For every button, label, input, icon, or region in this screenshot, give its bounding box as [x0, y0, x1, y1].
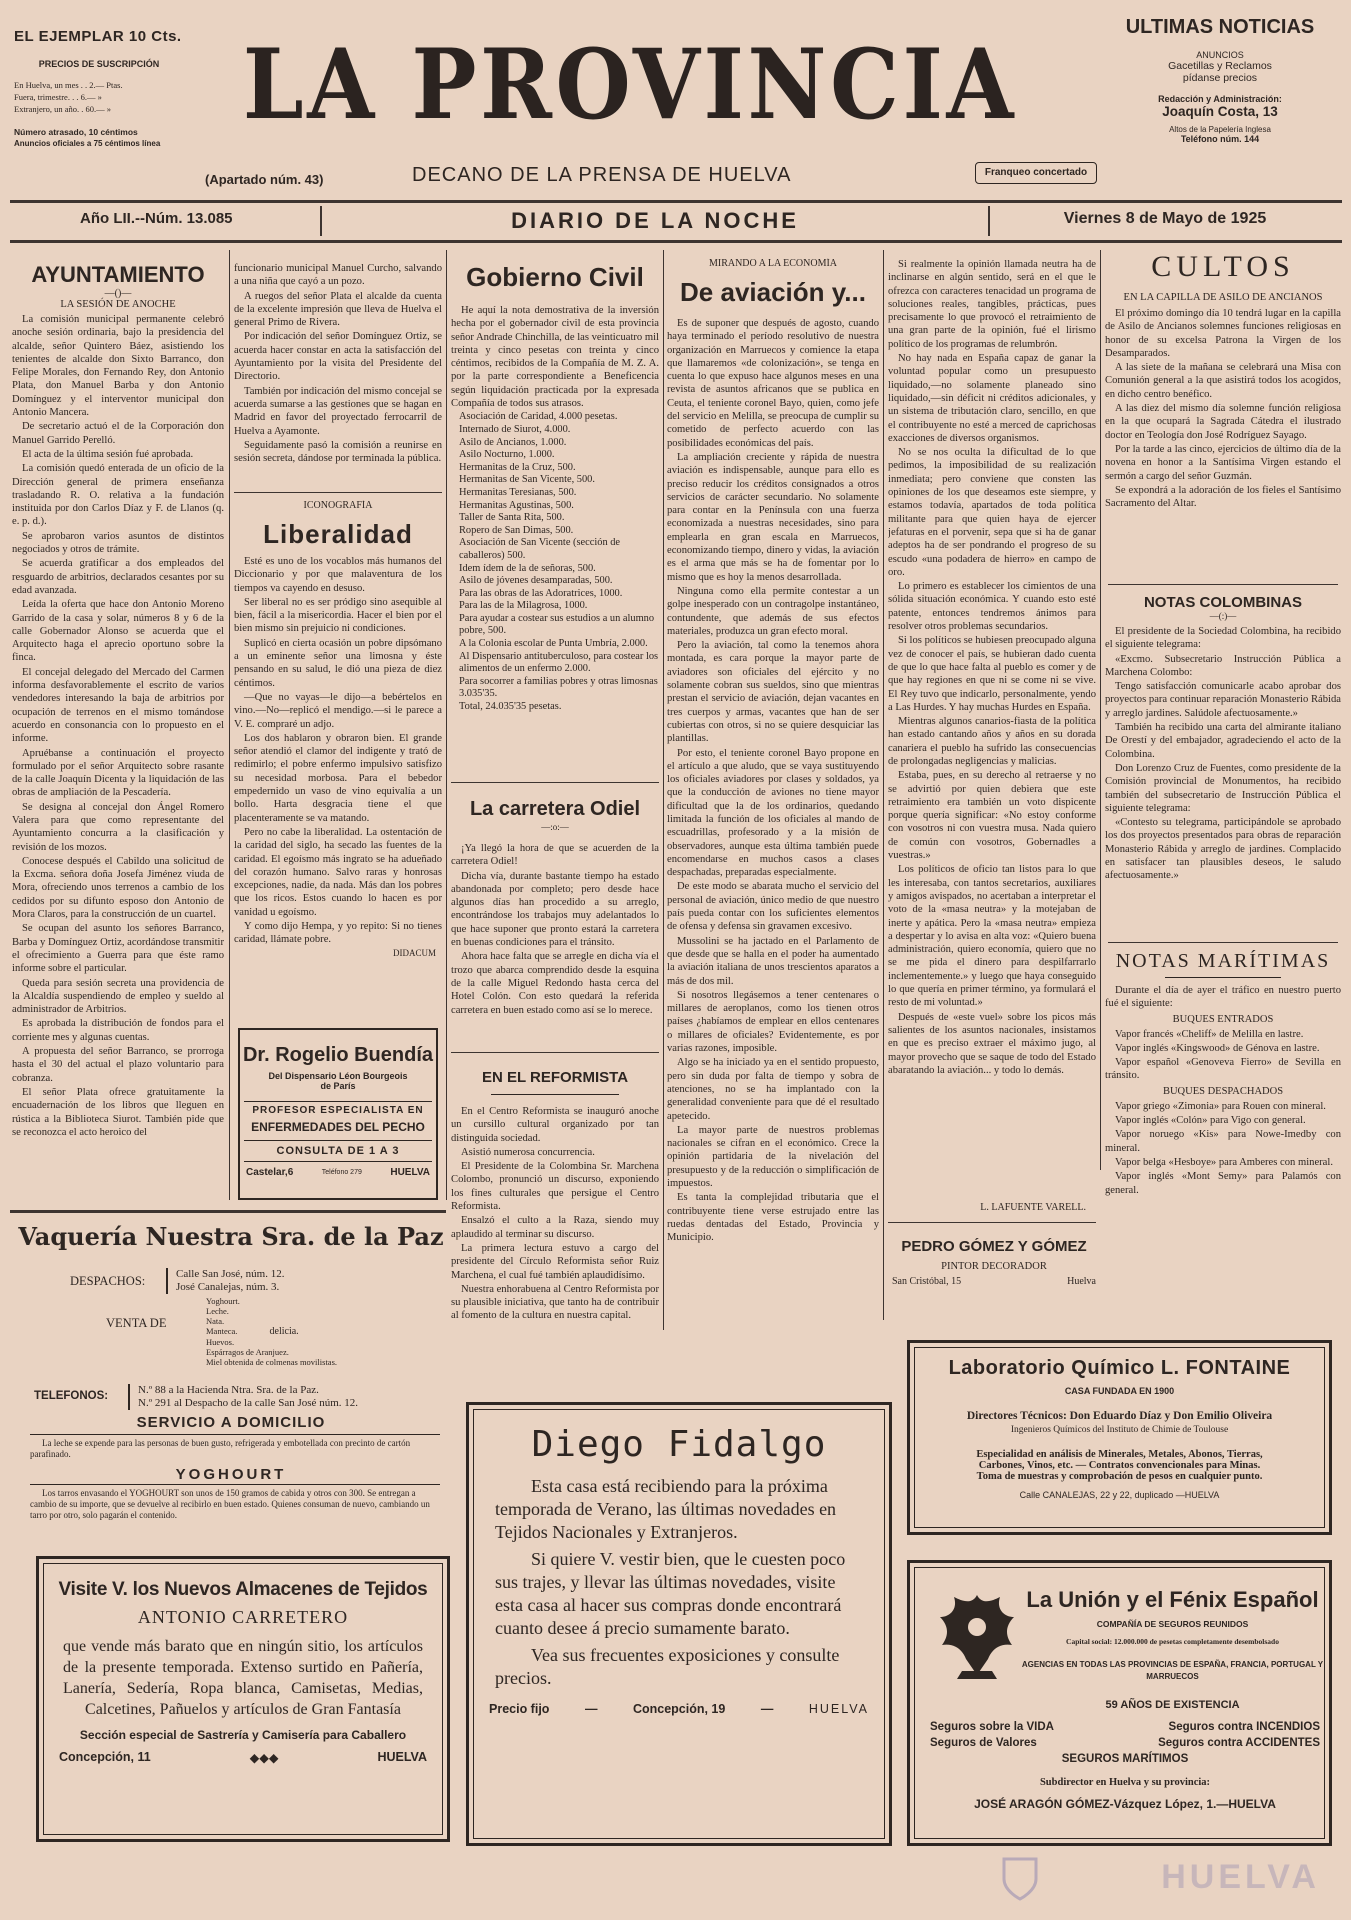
diario-label: DIARIO DE LA NOCHE: [511, 208, 799, 233]
masthead-left-info: [14, 28, 184, 198]
aviacion-title: De aviación y...: [680, 277, 866, 307]
servicio-domicilio: SERVICIO A DOMICILIO: [136, 1414, 326, 1431]
yoghourt-heading: YOGHOURT: [175, 1466, 287, 1483]
reformista-article: EN EL REFORMISTA En el Centro Reformista se inauguró anoche un cursillo cultural organizado por tan distinguida sociedad. Asistió numerosa concurrencia. El Presidente de la Colombina Sr. Marchena Colombo, pronunció un discurso, exponiendo los fines culturales que persigue el Centro Reformista. Ensalzó el culto a la Raza, siendo muy aplaudido al terminar su discurso. La primera lectura estuvo a cargo del presidente del Círculo Reformista señor Ruiz Marchena, el cual fué también aplaudidísimo. Nuestra enhorabuena al Centro Reformista por su plausible iniciativa, que tanto ha de contribuir al fomento de la cultura en nuestra capital.: [451, 1069, 659, 1322]
subscription-prices: En Huelva, un mes . . 2.— Ptas. Fuera, trimestre. . . 6.— » Extranjero, un año. . 60.— »: [14, 80, 123, 114]
union-title: La Unión y el Fénix Español: [1026, 1587, 1319, 1612]
liberalidad-kicker: ICONOGRAFÍA: [303, 500, 373, 511]
issue-date: Viernes 8 de Mayo de 1925: [1063, 210, 1267, 227]
franqueo-stamp: Franqueo concertado: [975, 162, 1097, 184]
office-address: Joaquín Costa, 13: [1162, 104, 1278, 119]
almacenes-ad: Visite V. los Nuevos Almacenes de Tejidos ANTONIO CARRETERO que vende más barato que en ningún sitio, los artículos de la presente temporada. Extenso surtido en Pañería, Lanería, Sedería, Ropa blanca, Camisetas, Medias, Calcetines, Pañuelos y artículos de Gran Fantasía Sección especial de Sastrería y Camisería para Caballero Concepción, 11 ◆◆◆ HUELVA: [36, 1556, 450, 1842]
ayuntamiento-continued: funcionario municipal Manuel Curcho, salvando a una niña que cayó a un pozo. A ruegos del señor Plata el alcalde da cuenta de la excelente impresión que lleva de Huelva el general Primo de Rivera. Por indicación del señor Domínguez Ortiz, se acuerda hacer constar en acta la satisfacción del Ayuntamiento por la visita del Presidente del Directorio. También por indicación del mismo concejal se acuerda sumarse a las gestiones que se hagan en Madrid en favor del proyectado ferrocarril de Huelva a Ayamonte. Seguidamente pasó la comisión a reunirse en sesión secreta, dándose por terminada la pública.: [234, 263, 442, 465]
masthead-rule-top: [10, 200, 1342, 203]
ayuntamiento-title: AYUNTAMIENTO: [31, 262, 205, 287]
fidalgo-title: Diego Fidalgo: [531, 1424, 827, 1465]
union-fenix-ad: La Unión y el Fénix Español COMPAÑÍA DE SEGUROS REUNIDOS Capital social: 12.000.000 de pesetas completamente desembolsado AGENCIAS EN TODAS LAS PROVINCIAS DE ESPAÑA, FRANCIA, PORTUGAL Y MARRUECOS 59 AÑOS DE EXISTENCIA Seguros sobre la VIDA Seguros contra INCENDIOS Seguros de Valores Seguros contra ACCIDENTES SEGUROS MARÍTIMOS Subdirector en Huelva y su provincia: JOSÉ ARAGÓN GÓMEZ-Vázquez López, 1.—HUELVA: [907, 1560, 1332, 1846]
library-watermark: HUELVA: [1161, 1858, 1320, 1896]
maritimas-title: NOTAS MARÍTIMAS: [1115, 950, 1331, 972]
fidalgo-ad: Diego Fidalgo Esta casa está recibiendo para la próxima temporada de Verano, las últimas novedades en Tejidos Nacionales y Extranjeros. Si quiere V. vestir bien, que le cuesten poco sus trajes, y llevar las últimas novedades, visite esta casa al hacer sus compras donde encontrará cuanto desee á precio sumamente barato. Vea sus frecuentes exposiciones y consulte precios. Precio fijo — Concepción, 19 — HUELVA: [466, 1402, 892, 1846]
issue-price: EL EJEMPLAR 10 Cts.: [14, 28, 182, 45]
carretera-title: La carretera Odiel: [469, 798, 641, 820]
masthead-right-info: ULTIMAS NOTICIAS ANUNCIOS Gacetillas y Reclamos pídanse precios Redacción y Administración: Joaquín Costa, 13 Altos de la Papelería Inglesa Teléfono núm. 144: [1100, 14, 1340, 194]
aviacion-kicker: MIRANDO A LA ECONOMÍA: [708, 258, 838, 269]
shield-watermark-icon: [1000, 1855, 1040, 1901]
liberalidad-article: ICONOGRAFÍA Liberalidad Esté es uno de los vocablos más humanos del Diccionario y por que malaventura de los tiempos va cayendo en desuso. Ser liberal no es ser pródigo sino asequible al bien, fácil a la misericordia. Hacer el bien por el bien mismo sin prejuicio ni condiciones. Suplicó en cierta ocasión un pobre dipsómano a un eminente señor una limosna y éste pensando en su salud, le dió una pieza de diez céntimos. —Que no vayas—le dijo—a bebértelos en vino.—No—replicó el mendigo.—si le parece a V. E. compraré un adjo. Los dos hablaron y obraron bien. El grande señor atendió el clamor del indigente y trató de redimirlo; el pobre enfermo impulsivo satisfizo su necesidad morbosa. Para el bebedor empedernido un vaso de vino equivalía a un bollo. Harta desgracia tiene el que placenteramente se va matando. Pero no cabe la liberalidad. La ostentación de la caridad del siglo, ha secado las fuentes de la caridad. El egoísmo más ingrato se ha adueñado del corazón humano. Salvo raras y honrosas excepciones, nadie, da nada. Más dan los pobres que los ricos. Estos cuando lo hacen es por vanidad u egoísmo. Y como dijo Hempa, y yo repito: Si no tienes caridad, llámate pobre. DIDACUM: [234, 500, 442, 958]
union-agent: JOSÉ ARAGÓN GÓMEZ-Vázquez López, 1.—HUELVA: [974, 1797, 1276, 1811]
gobierno-title: Gobierno Civil: [466, 262, 644, 292]
back-issue-price: Número atrasado, 10 céntimos: [14, 127, 138, 137]
aviacion-article: MIRANDO A LA ECONOMÍA De aviación y... Es de suponer que después de agosto, cuando haya terminado el período resolutivo de nuestra organización en Marruecos y comience la etapa que llamaremos «de colonización», se tenga en cuenta lo que expuso hace algunos meses en una revista de asuntos africanos que se publica en Ceuta, el teniente coronel Bayo, quien, como jefe del servicio en Melilla, se preocupa de cumplir su cometido de perfecto acuerdo con las posibilidades económicas del país. La ampliación creciente y rápida de nuestra aviación es indispensable, aunque para ello es preciso reducir los créditos consignados a otros servicios de carácter secundario. No solamente para contar en la Península con una fuerza economizada a nuestras necesidades, sino para emplearla en gran escala en Marruecos, economizando tiempo, dinero y vidas, la aviación es el arma que más se ha de fomentar por lo mismo que es hoy la menos desarrollada. Ninguna como ella permite contestar a un golpe inesperado con un contragolpe instantáneo, contundente, que además de sus efectos materiales, produzca un gran efecto moral. Pero la aviación, tal como la tenemos ahora montada, es cara porque la mayor parte de aviadores son oficiales del ejército y no solamente cobran sus sueldos, sino que mientras prestan el servicio de aviación, dejan vacantes en tres cuerpos y armas, vacantes que han de ser cubiertas con otros, si no se quiere desquiciar las plantillas. Por esto, el teniente coronel Bayo propone en el artículo a que aludo, que se vaya sustituyendo los oficiales aviadores por clases y soldados, ya que la conducción de aviones no tiene mayor dificultad que la de los ordinarios, quedando limitada la función de los oficiales al mando de escuadrillas, profesorado y a la misión de observadores, aunque esta última también puede encomendarse en muchos casos a clases despachadas, preparadas especialmente. De este modo se abarata mucho el servicio del personal de aviación, único medio de que nuestro país pueda contar con los suficientes elementos de ofensa y defensa sin gravamen excesivo. Mussolini se ha jactado en el Parlamento de que desde que se halla en el poder ha aumentado la aviación italiana de unos trescientos aparatos a más de dos mil. Si nosotros llegásemos a tener centenares o millares de aeroplanos, como los tienen otros países ¿habíamos de emplear en ellos centenares o millares de oficiales? Evidentemente, es por varias razones, imposible. Algo se ha iniciado ya en el sentido propuesto, pero sin duda por falta de tiempo y sobra de atenciones, no se ha implantado con la generalidad conveniente para que dé el resultado apetecido. La mayor parte de nuestros problemas nacionales se cifran en el económico. Crece la opinión partidaria de la nivelación del presupuesto y de la reducción o simplificación de impuestos. Es tanta la complejidad tributaria que el contribuyente tiene verse estrujado entre las ruedas dentadas del Estado, Provincia y Municipio.: [667, 258, 879, 1244]
ayuntamiento-subtitle: LA SESIÓN DE ANOCHE: [60, 299, 176, 310]
reformista-title: EN EL REFORMISTA: [481, 1069, 629, 1086]
issue-number: Año LII.--Núm. 13.085: [80, 210, 233, 227]
colombinas-article: NOTAS COLOMBINAS —(:)— El presidente de la Sociedad Colombina, ha recibido el siguiente telegrama: «Excmo. Subsecretario Instrucción Pública a Marchena Colombo: Tengo satisfacción comunicarle acabo aprobar dos proyectos para continuar reparación Monasterio Rábida y arreglo jardines. Salúdole afectuosamente.» También ha recibido una carta del almirante italiano De Orestí y del embajador, agradeciendo el acto de la Colombina. Don Lorenzo Cruz de Fuentes, como presidente de la Comisión provincial de Monumentos, ha recibido también del subsecretario de Instrucción Pública el siguiente telegrama: «Contesto su telegrama, participándole se aprobado los dos proyectos presentados para obras de reparación Monasterio Rábida y arreglo de jardines. Complacido en satisfacer tan plausibles deseos, le saludo afectuosamente.»: [1105, 594, 1341, 882]
subscription-title: PRECIOS DE SUSCRIPCIÓN: [38, 59, 160, 69]
vaqueria-ad: Vaquería Nuestra Sra. de la Paz DESPACHOS: Calle San José, núm. 12. José Canalejas, núm. 3. VENTA DE Yoghourt. Leche. Nata. Manteca. delicia. Huevos. Espárragos de Aranjuez. Miel obtenida de colmenas movilistas. TELÉFONOS: N.º 88 a la Hacienda Ntra. Sra. de la Paz. N.º 291 al Despacho de la calle San José núm. 12. SERVICIO A DOMICILIO La leche se expende para las personas de buen gusto, refrigerada y embotellada con precinto de cartón parafinado. YOGHOURT Los tarros envasando el YOGHOURT son unos de 150 gramos de cabida y otros con 300. Se entregan a cambio de su importe, que se devuelve al recibirlo en buen estado. Quienes consuman de nuevo, cambiando un tarro por otro, solo pagarán el contenido.: [16, 1222, 446, 1522]
phoenix-emblem-icon: [932, 1587, 1022, 1685]
masthead-title-area: [180, 30, 1080, 170]
liberalidad-title: Liberalidad: [263, 519, 413, 549]
maritimas-article: NOTAS MARÍTIMAS Durante el día de ayer el tráfico en nuestro puerto fué el siguiente: BUQUES ENTRADOS Vapor francés «Cheliff» de Melilla en lastre. Vapor inglés «Kingswood» de Génova en lastre. Vapor español «Genoveva Fierro» de Sevilla en tránsito. BUQUES DESPACHADOS Vapor griego «Zimonia» para Rouen con mineral. Vapor inglés «Colón» para Vigo con general. Vapor noruego «Kis» para Nowe-Imedby con mineral. Vapor belga «Hesboye» para Amberes con mineral. Vapor inglés «Mont Semy» para Palamós con general.: [1105, 950, 1341, 1196]
aviacion-author: L. LAFUENTE VARELL.: [980, 1202, 1086, 1213]
fontaine-ad: Laboratorio Químico L. FONTAINE CASA FUNDADA EN 1900 Directores Técnicos: Don Eduardo Díaz y Don Emilio Oliveira Ingenieros Químicos del Instituto de Chimie de Toulouse Especialidad en análisis de Minerales, Metales, Abonos, Tierras, Carbones, Vinos, etc. — Contratos convencionales para Minas. Toma de muestras y comprobación de pesos en cualquier punto. Calle CANALEJAS, 22 y 22, duplicado —HUELVA: [907, 1340, 1332, 1535]
aviacion-continued: Si realmente la opinión llamada neutra ha de inclinarse en algún sentido, será en el que le ofrezca con caracteres tenacidad un programa de soluciones reales, tangibles, prácticas, pues precisamente lo que provocó el retraimiento de una gran parte de la opinión, fué el lirismo político de los programas de relumbrón. No hay nada en España capaz de ganar la voluntad popular como un presupuesto liquidado,—no solamente planeado sino liquidado,—sin déficit ni créditos adicionales, y un sistema de tributación claro, sencillo, en que el contribuyente no esté a merced de caprichosas exacciones de diversos organismos. No se nos oculta la dificultad de lo que pedimos, la imposibilidad de su realización inmediata; pero conviene que consten las opiniones de los que deseamos este siempre, y estamos todavía, apartados de toda política militante para que quien haya de ejercer jefaturas en el porvenir, sepa que si ha de ganar adeptos ha de ser pondrando el progreso de su escudo «una podadera de hierro» en campo de oro. Lo primero es establecer los cimientos de una sólida situación económica. Y cuando esto esté patente, entonces tendremos ánimos para resolver otros problemas secundarios. Si los políticos se hubiesen preocupado alguna vez de conocer el país, se hubieran dado cuenta de que lo que hace falta al pueblo es comer y de que hay regiones en que ni se come ni se vive. El Rey tuvo que indicarlo, personalmente, yendo a Las Hurdes. Y hay muchas Hurdes en España. Mientras algunos canarios-fiasta de la política han estado cantando años y años en su dorada canariera el pueblo ha sufrido las consecuencias de prolongadas negligencias y malicias. Estaba, pues, en su derecho al retraerse y no se advirtió por quien debiera que este retraimiento era también un voto dispicente porque quería significar: «No estoy conforme con vosotros ni con vuestra musa. Nada quiero de común con vosotros, Gobernadles a vuestras.» Los políticos de oficio tan listos para lo que les interesaba, con tantos secretarios, auxiliares y amigos avispados, no acertaban a interpretar el voto de la «masa neutra» y la motejaban de inerte y apática. Pero la «masa neutra» empieza a despertar y lo avisa en alta voz: «Quiero buena administración, quiero economía, quiero que no se me pida el dinero para despilfarrarlo inclementemente.» y luego que haya conseguido lo que quería en primer término, ya formulará el resto de mi voluntad.» Después de «este vuel» sobre los picos más salientes de los asuntos nacionales, insistamos en que es preciso extraer el máximo jugo, al mayor provecho que se saque de todo del Estado abaratando la aviación... y todo lo demás.: [888, 259, 1096, 1076]
latest-news: ULTIMAS NOTICIAS: [1125, 16, 1315, 38]
almacenes-title: Visite V. los Nuevos Almacenes de Tejidos: [58, 1579, 428, 1600]
buendia-ad: Dr. Rogelio Buendía Del Dispensario Léon Bourgeois de París PROFESOR ESPECIALISTA EN ENFERMEDADES DEL PECHO CONSULTA DE 1 A 3 Castelar,6 Teléfono 279 HUELVA: [238, 1028, 438, 1200]
newspaper-title: LA PROVINCIA: [242, 30, 1018, 141]
vaqueria-title: Vaquería Nuestra Sra. de la Paz: [18, 1222, 444, 1251]
almacenes-owner: ANTONIO CARRETERO: [137, 1607, 349, 1627]
fontaine-title: Laboratorio Químico L. FONTAINE: [948, 1357, 1291, 1379]
gobierno-civil-article: Gobierno Civil He aquí la nota demostrativa de la inversión hecha por el gobernador civil de esta provincia señor Andrade Chinchilla, de las veinticuatro mil treinta y cinco pesetas con treinta y cinco céntimos, recibidos de la Compañía de M. Z. A. por la parte correspondiente a Beneficencia según liquidación practicada por la expresada Compañía de todos sus atrasos. Asociación de Caridad, 4.000 pesetas. Internado de Siurot, 4.000. Asilo de Ancianos, 1.000. Asilo Nocturno, 1.000. Hermanitas de la Cruz, 500. Hermanitas de San Vicente, 500. Hermanitas Teresianas, 500. Hermanitas Agustinas, 500. Taller de Santa Rita, 500. Ropero de San Dimas, 500. Asociación de San Vicente (sección de caballeros) 500. Idem ídem de la de señoras, 500. Asilo de jóvenes desamparadas, 500. Para las obras de las Adoratrices, 1000. Para las de la Milagrosa, 1000. Para ayudar a costear sus estudios a un alumno pobre, 500. A la Colonia escolar de Punta Umbría, 2.000. Al Dispensario antituberculoso, para costear los alimentos de un enfermo 2.000. Para socorrer a familias pobres y otras limosnas 3.035'35. Total, 24.035'35 pesetas.: [451, 262, 659, 713]
carretera-article: La carretera Odiel —:o:— ¡Ya llegó la hora de que se acuerden de la carretera Odiel! Dicha vía, durante bastante tiempo ha estado abandonada por completo; pero desde hace algunos días han procedido a su arreglo, encontrándose los trabajos muy adelantados lo que hace suponer que pronto estará la carretera en buenas condiciones para el tránsito. Ahora hace falta que se arregle en dicha vía el trozo que abarca comprendido desde la esquina de la calle Miguel Redondo hasta cerca del Hotel Colón. Con esto quedará la referida carretera en buen estado como así se lo merece.: [451, 798, 659, 1016]
newspaper-subtitle: DECANO DE LA PRENSA DE HUELVA: [412, 164, 792, 186]
ayuntamiento-article: AYUNTAMIENTO —()— LA SESIÓN DE ANOCHE La comisión municipal permanente celebró anoche sesión ordinaria, bajo la presidencia del alcalde, señor Quintero Báez, asistiendo los tenientes de alcalde don Sixto Barranco, don Felipe Morales, don Fernando Rey, don Antonio Plata, don Manuel Barba y don Antonio Domínguez y el interventor municipal don Antonio Mancera. De secretario actuó el de la Corporación don Manuel Garrido Perelló. El acta de la última sesión fué aprobada. La comisión quedó enterada de un oficio de la Dirección general de primera enseñanza trasladando R. O. relativa a la fundación instituida por don Carlos Díaz y F. de Llanos (q. e. p. d.). Se aprobaron varios asuntos de distintos negociados y otros de trámite. Se acuerda gratificar a dos empleados del resguardo de arbitrios, declarados cesantes por su edad avanzada. Leída la oferta que hace don Antonio Moreno Garrido de la casa y solar, números 8 y 6 de la calle Gobernador Alonso se acuerda que el Arquitecto haga el aprecio oportuno sobre la finca. El concejal delegado del Mercado del Carmen informa desfavorablemente el escrito de varios vendedores interesando la baja de arbitrios por ocupación de terrenos en el mismo tomándose acuerdo en consonancia con lo propuesto en el informe. Apruébanse a continuación el proyecto formulado por el señor Arquitecto sobre rasante de la calle Joaquín Dicenta y la liquidación de las obras de ampliación de la Pescadería. Se designa al concejal don Ángel Romero Valera para que como representante del Ayuntamiento concurra a la clasificación y revisión de los mozos. Conocese después el Cabildo una solicitud de la Excma. señora doña Josefa Jiménez viuda de Mora, ofreciendo unos terrenos a cambio de los cedidos por su difunto esposo don Antonio de Mora Claros, para la construcción de un cuartel. Se ocupan del asunto los señores Barranco, Barba y Domínguez Ortiz, acordándose transmitir el ofrecimiento a Guerra para que éste ramo informe sobre el particular. Queda para sesión secreta una providencia de la Alcaldía suspendiendo de empleo y sueldo al administrador de Arbitrios. Es aprobada la distribución de fondos para el corriente mes y algunas cuentas. A propuesta del señor Barranco, se prorroga hasta el 30 del actual el plazo voluntario para cobranza. El señor Plata ofrece gratuitamente la encuadernación de los libros que lleguen en rústica a la Biblioteca Siurot. También pide que se reconozca el acto heroico del: [12, 262, 224, 1138]
buendia-name: Dr. Rogelio Buendía: [242, 1044, 434, 1066]
cultos-article: CULTOS EN LA CAPILLA DE ASILO DE ANCIANOS El próximo domingo día 10 tendrá lugar en la capilla de Asilo de Ancianos solemnes funciones religiosas en honor de su excelsa Patrona la Virgen de los Desamparados. A las siete de la mañana se celebrará una Misa con Comunión general a la que asistirá todos los acogidos, en dicho centro benéfico. A las diez del mismo día solemne función religiosa en la que ocupará la Sagrada Cátedra el ilustrado doctor en Teología don José Rodríguez Sayago. Por la tarde a las cinco, ejercicios de último día de la novena en honor a la Santísima Virgen estando el sermón a cargo del señor Guzmán. Se expondrá a la adoración de los fieles el Santísimo Sacramento del Altar.: [1105, 250, 1341, 510]
gomez-name: PEDRO GÓMEZ Y GÓMEZ: [901, 1238, 1087, 1255]
cultos-title: CULTOS: [1151, 250, 1295, 283]
colombinas-title: NOTAS COLOMBINAS: [1143, 594, 1303, 611]
ads-price: Anuncios oficiales a 75 céntimos línea: [14, 139, 161, 148]
gomez-ad: PEDRO GÓMEZ Y GÓMEZ PINTOR DECORADOR San Cristóbal, 15 Huelva: [888, 1238, 1100, 1308]
masthead-rule-bottom: [10, 240, 1342, 243]
buendia-specialty: ENFERMEDADES DEL PECHO: [251, 1120, 425, 1134]
liberalidad-author: DIDACUM: [392, 947, 436, 958]
apartado: (Apartado núm. 43): [205, 172, 324, 187]
